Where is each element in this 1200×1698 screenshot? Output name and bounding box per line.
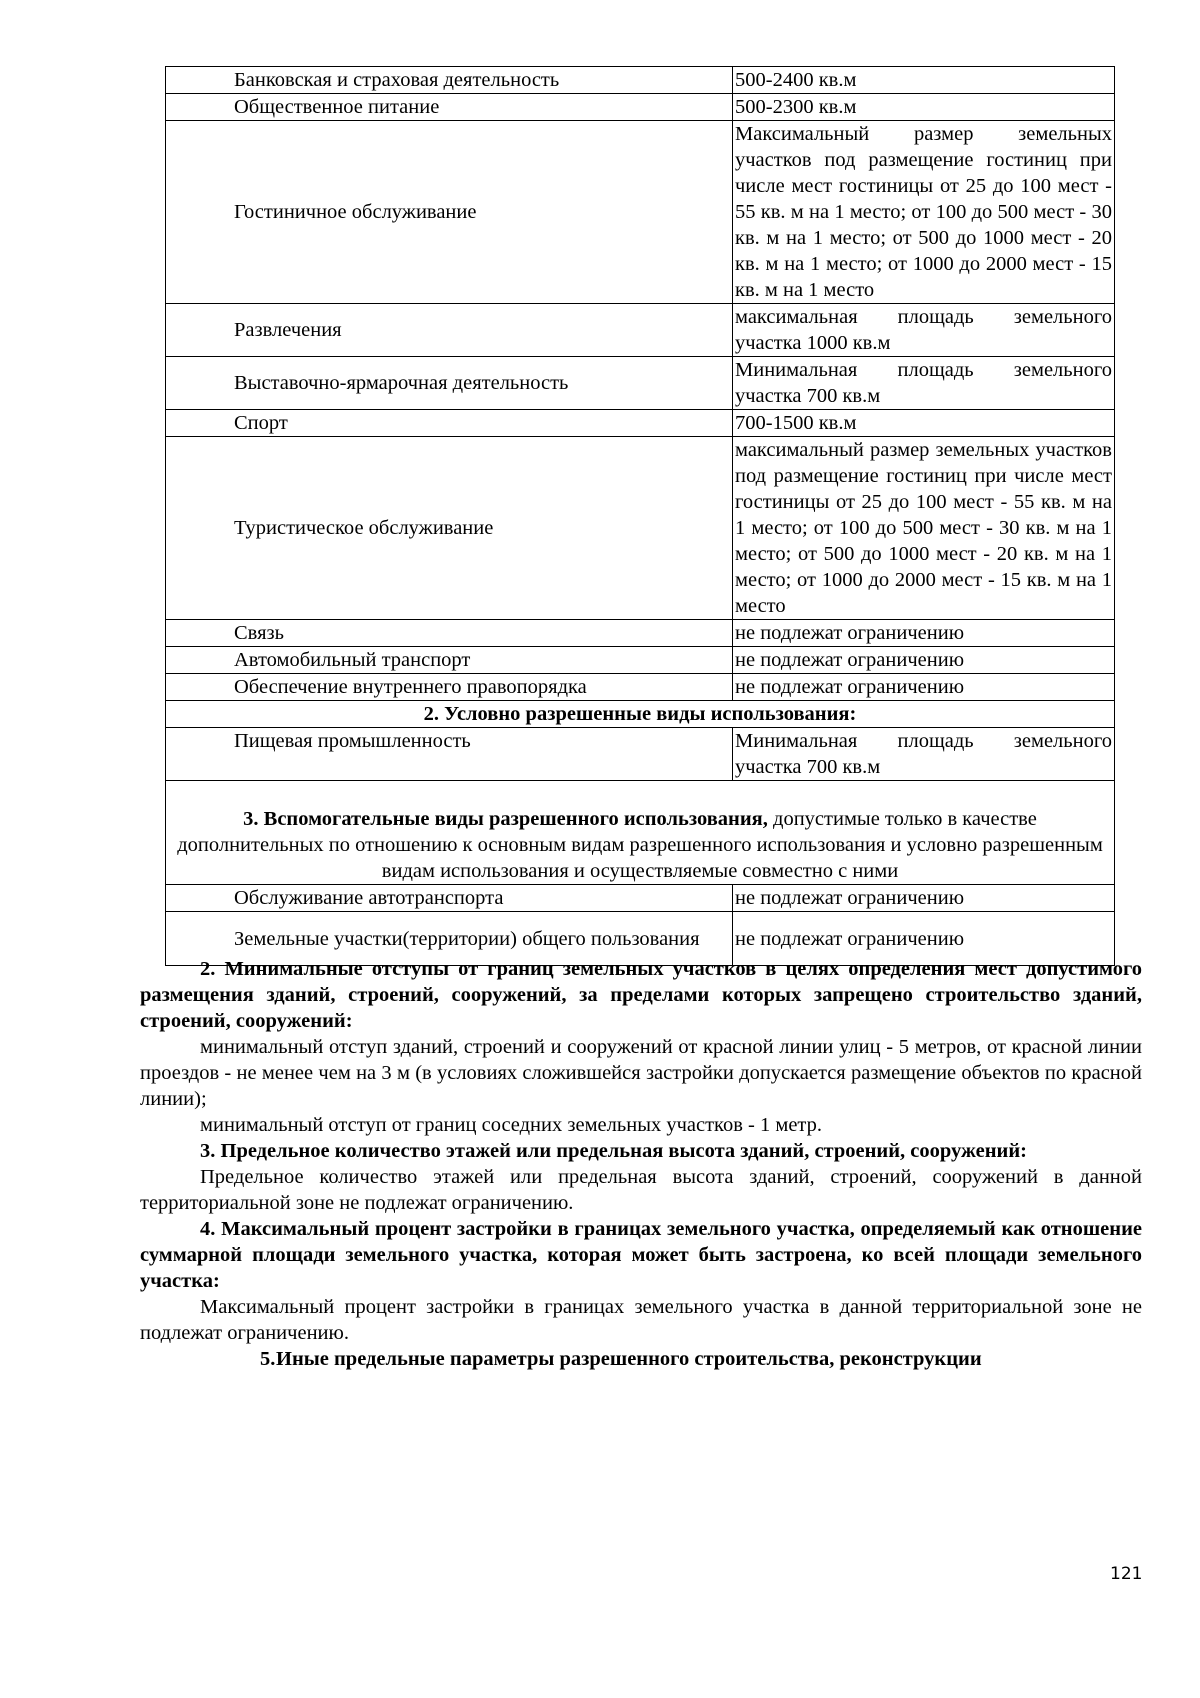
parameter-cell: Минимальная площадь земельного участка 700 кв.м (733, 728, 1115, 781)
paragraph-build-percent: Максимальный процент застройки в границах земельного участка в данной территориальной зоне не подлежат ограничению. (140, 1296, 1142, 1344)
land-use-table (165, 66, 1115, 966)
use-type-cell: Связь (166, 620, 733, 647)
use-type-cell: Туристическое обслуживание (166, 437, 733, 620)
section-header-row (166, 781, 1115, 885)
table-row (166, 304, 1115, 357)
table-row (166, 410, 1115, 437)
use-type-cell: Выставочно-ярмарочная деятельность (166, 357, 733, 410)
table-row (166, 885, 1115, 912)
table-row (166, 357, 1115, 410)
use-type-cell: Обеспечение внутреннего правопорядка (166, 674, 733, 701)
section3-title (166, 781, 1115, 885)
use-type-cell: Общественное питание (166, 94, 733, 121)
heading-other-params (140, 1346, 1142, 1372)
parameter-cell: 500-2300 кв.м (733, 94, 1115, 121)
table-row (166, 728, 1115, 781)
parameter-cell: 500-2400 кв.м (733, 67, 1115, 94)
page-number: 121 (1110, 1564, 1143, 1584)
parameter-cell: Максимальный размер земельных участков под размещение гостиниц при числе мест гостиницы от 25 до 100 мест - 55 кв. м на 1 место; от 100 до 500 мест - 30 кв. м на 1 место; от 500 до 1000 мест - 20 кв. м на 1 место; от 1000 до 2000 мест - 15 кв. м на 1 место (733, 121, 1115, 304)
use-type-cell: Пищевая промышленность (166, 728, 733, 781)
table-row (166, 674, 1115, 701)
parameter-cell: максимальная площадь земельного участка 1000 кв.м (733, 304, 1115, 357)
section2-title: 2. Условно разрешенные виды использования: (166, 701, 1115, 728)
parameter-cell: не подлежат ограничению (733, 912, 1115, 966)
table-row (166, 647, 1115, 674)
heading-floors: 3. Предельное количество этажей или предельная высота зданий, строений, сооружений: (200, 1140, 1027, 1162)
table-row (166, 620, 1115, 647)
section3-title-rest: допустимые только в качестве дополнительных по отношению к основным видам разрешенного использования и условно разрешенным видам использования и осуществляемые совместно с ними (177, 808, 1103, 882)
use-type-cell: Спорт (166, 410, 733, 437)
paragraph-setback-red-line: минимальный отступ зданий, строений и сооружений от красной линии улиц - 5 метров, от красной линии проездов - не менее чем на 3 м (в условиях сложившейся застройки допускается размещение объектов по красной линии); (140, 1036, 1142, 1110)
section-header-row (166, 701, 1115, 728)
table-row (166, 121, 1115, 304)
parameter-cell: не подлежат ограничению (733, 885, 1115, 912)
parameter-cell: 700-1500 кв.м (733, 410, 1115, 437)
parameter-cell: максимальный размер земельных участков под размещение гостиниц при числе мест гостиницы от 25 до 100 мест - 55 кв. м на 1 место; от 100 до 500 мест - 30 кв. м на 1 место; от 500 до 1000 мест - 20 кв. м на 1 место; от 1000 до 2000 мест - 15 кв. м на 1 место (733, 437, 1115, 620)
use-type-cell: Обслуживание автотранспорта (166, 885, 733, 912)
heading-number: 5. (260, 1348, 276, 1370)
document-body (140, 956, 1142, 1372)
paragraph-setback-neighbors: минимальный отступ от границ соседних земельных участков - 1 метр. (200, 1114, 823, 1136)
use-type-cell: Развлечения (166, 304, 733, 357)
use-type-cell: Земельные участки(территории) общего пользования (166, 912, 733, 966)
parameter-cell: не подлежат ограничению (733, 674, 1115, 701)
use-type-cell: Автомобильный транспорт (166, 647, 733, 674)
parameter-cell: не подлежат ограничению (733, 647, 1115, 674)
section3-title-bold: 3. Вспомогательные виды разрешенного использования, (243, 808, 768, 830)
heading-setbacks: 2. Минимальные отступы от границ земельных участков в целях определения мест допустимого размещения зданий, строений, сооружений, за пределами которых запрещено строительство зданий, строений, сооружений: (140, 958, 1142, 1032)
table-row (166, 94, 1115, 121)
use-type-cell: Банковская и страховая деятельность (166, 67, 733, 94)
parameter-cell: Минимальная площадь земельного участка 700 кв.м (733, 357, 1115, 410)
paragraph-floors: Предельное количество этажей или предельная высота зданий, строений, сооружений в данной территориальной зоне не подлежат ограничению. (140, 1166, 1142, 1214)
heading-text: Иные предельные параметры разрешенного строительства, реконструкции (276, 1348, 982, 1370)
parameter-cell: не подлежат ограничению (733, 620, 1115, 647)
heading-build-percent: 4. Максимальный процент застройки в границах земельного участка, определяемый как отношение суммарной площади земельного участка, которая может быть застроена, ко всей площади земельного участка: (140, 1218, 1142, 1292)
table-row (166, 67, 1115, 94)
table-row (166, 437, 1115, 620)
use-type-cell: Гостиничное обслуживание (166, 121, 733, 304)
